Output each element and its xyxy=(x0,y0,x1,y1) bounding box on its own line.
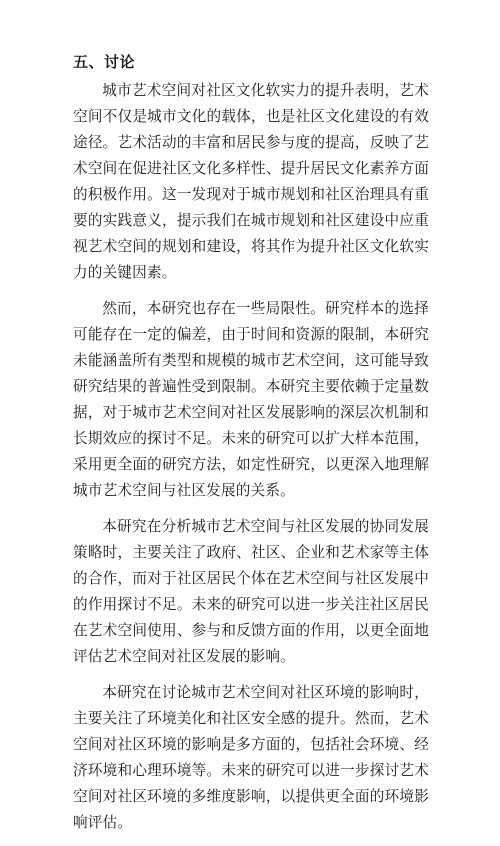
section-heading: 五、讨论 xyxy=(73,53,136,71)
paragraph-1: 城市艺术空间对社区文化软实力的提升表明，艺术空间不仅是城市文化的载体，也是社区文化建设的有效途径。艺术活动的丰富和居民参与度的提高，反映了艺术空间在促进社区文化多样性、提升居民文化素养方面的积极作用。这一发现对于城市规划和社区治理具有重要的实践意义，提示我们在城市规划和社区建设中应重视艺术空间的规划和建设，将其作为提升社区文化软实力的关键因素。 xyxy=(73,82,429,281)
document-page xyxy=(73,52,429,846)
paragraph-3: 本研究在分析城市艺术空间与社区发展的协同发展策略时，主要关注了政府、社区、企业和艺术家等主体的合作，而对于社区居民个体在艺术空间与社区发展中的作用探讨不足。未来的研究可以进一步关注社区居民在艺术空间使用、参与和反馈方面的作用，以更全面地评估艺术空间对社区发展的影响。 xyxy=(73,518,429,665)
paragraph-4: 本研究在讨论城市艺术空间对社区环境的影响时，主要关注了环境美化和社区安全感的提升。然而，艺术空间对社区环境的影响是多方面的，包括社会环境、经济环境和心理环境等。未来的研究可以进一步探讨艺术空间对社区环境的多维度影响，以提供更全面的环境影响评估。 xyxy=(73,684,429,831)
paragraph-2: 然而，本研究也存在一些局限性。研究样本的选择可能存在一定的偏差，由于时间和资源的限制，本研究未能涵盖所有类型和规模的城市艺术空间，这可能导致研究结果的普遍性受到限制。本研究主要依赖于定量数据，对于城市艺术空间对社区发展影响的深层次机制和长期效应的探讨不足。未来的研究可以扩大样本范围，采用更全面的研究方法，如定性研究，以更深入地理解城市艺术空间与社区发展的关系。 xyxy=(73,300,429,499)
